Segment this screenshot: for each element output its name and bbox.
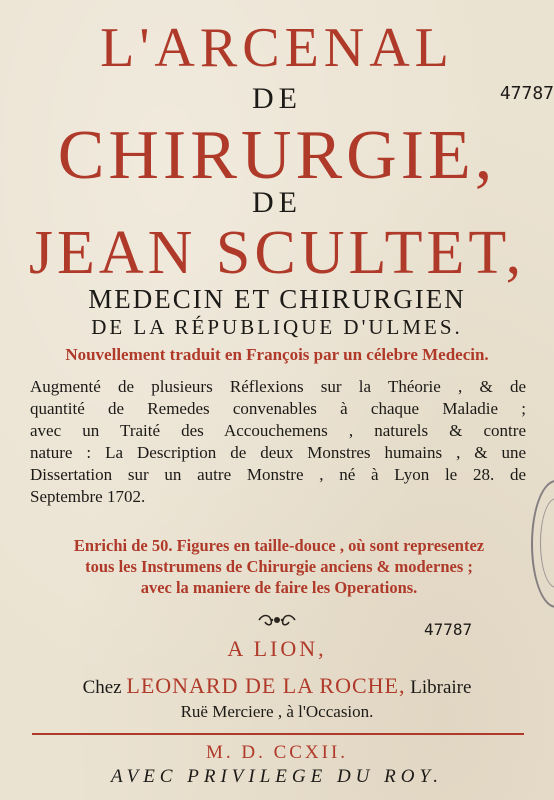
imprint-publisher: LEONARD DE LA ROCHE, xyxy=(126,673,406,698)
author-name: JEAN SCULTET, xyxy=(28,219,526,287)
divider-rule xyxy=(32,733,524,735)
imprint-address: Ruë Merciere , à l'Occasion. xyxy=(180,702,374,721)
enrichi-line: avec la maniere de faire les Operations. xyxy=(140,578,418,597)
imprint-city: A LION, xyxy=(227,636,327,661)
translation-note: Nouvellement traduit en François par un célebre Medecin. xyxy=(65,345,489,364)
description-line: quantité de Remedes convenables à chaque Maladie ; xyxy=(30,399,526,418)
imprint-chez: Chez xyxy=(82,677,122,698)
shelfmark-bottom: 47787 xyxy=(424,620,473,639)
description-line: Augmenté de plusieurs Réflexions sur la Théorie , & de xyxy=(30,377,526,396)
description-line: Dissertation sur un autre Monstre , né à Lyon le 28. de xyxy=(30,465,526,484)
imprint-role: Libraire xyxy=(410,677,472,698)
title-line-de-2: DE xyxy=(252,186,302,219)
imprint-publisher-line xyxy=(0,673,554,699)
imprint-date: M. D. CCXII. xyxy=(205,742,349,763)
shelfmark-top: 47787 xyxy=(499,83,554,104)
description-line: Septembre 1702. xyxy=(30,487,146,506)
description-paragraph xyxy=(30,376,526,508)
description-line: avec un Traité des Accouchemens , naturels & contre xyxy=(30,421,526,440)
title-line-de-1: DE xyxy=(252,82,302,115)
imprint-privilege: AVEC PRIVILEGE DU ROY. xyxy=(110,766,444,787)
description-line: nature : La Description de deux Monstres humains , & une xyxy=(30,443,526,462)
enrichi-line: tous les Instrumens de Chirurgie anciens & modernes ; xyxy=(85,557,473,576)
enrichi-paragraph xyxy=(34,535,524,598)
author-title: MEDECIN ET CHIRURGIEN xyxy=(88,284,466,314)
enrichi-line: Enrichi de 50. Figures en taille-douce , où sont representez xyxy=(73,536,485,555)
author-city: DE LA RÉPUBLIQUE D'ULMES. xyxy=(91,315,463,339)
title-line-chirurgie: CHIRURGIE, xyxy=(57,117,497,194)
title-line-arcenal: L'ARCENAL xyxy=(100,17,454,79)
